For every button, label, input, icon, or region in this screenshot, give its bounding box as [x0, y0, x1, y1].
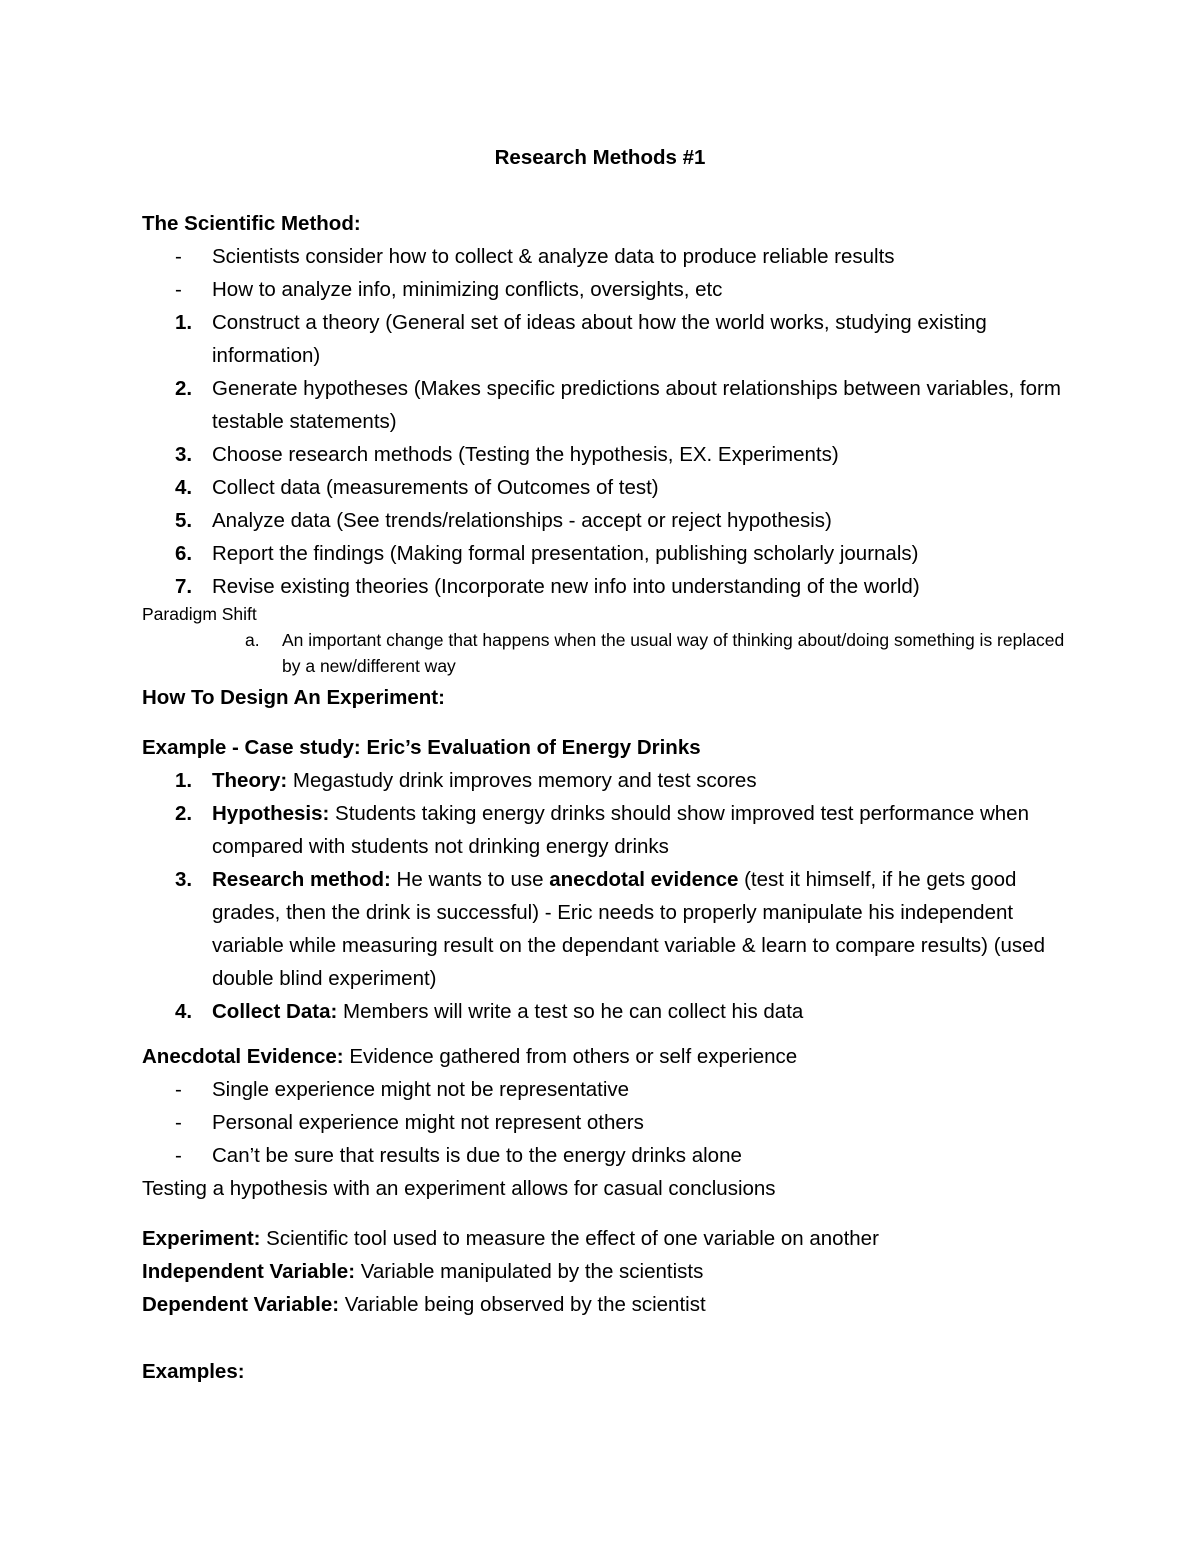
- example-heading: Example - Case study: Eric’s Evaluation of Energy Drinks: [142, 736, 701, 759]
- list-item: [142, 1073, 1082, 1106]
- list-item: [142, 797, 1082, 863]
- definition-text: Variable manipulated by the scientists: [355, 1260, 704, 1283]
- step-number: 6.: [175, 542, 193, 565]
- bullet-text: Single experience might not be representative: [212, 1078, 630, 1101]
- list-item: [142, 537, 1082, 570]
- list-item: [142, 471, 1082, 504]
- bullet-text: How to analyze info, minimizing conflicts, oversights, etc: [212, 278, 723, 301]
- list-item: [142, 372, 1082, 438]
- paradigm-section: [142, 601, 1082, 679]
- step-text: [212, 797, 1082, 863]
- step-body: Students taking energy drinks should show improved test performance when compared with students not drinking energy drinks: [212, 802, 1029, 858]
- step-number: 5.: [175, 509, 193, 532]
- scientific-method-section: [142, 207, 1082, 603]
- definition-text: Variable being observed by the scientist: [339, 1293, 706, 1316]
- definitions-section: [142, 1222, 1082, 1321]
- step-body: Members will write a test so he can collect his data: [337, 1000, 804, 1023]
- list-item: [142, 764, 1082, 797]
- design-heading: How To Design An Experiment:: [142, 686, 445, 709]
- step-body: Megastudy drink improves memory and test scores: [287, 769, 757, 792]
- list-item: [142, 438, 1082, 471]
- list-item: [142, 273, 1082, 306]
- step-number: 4.: [175, 476, 193, 499]
- step-number: 2.: [175, 802, 193, 825]
- anecdotal-definition: [142, 1040, 1082, 1073]
- definition-label: Experiment:: [142, 1227, 261, 1250]
- bullet-dash: -: [175, 1078, 182, 1101]
- list-item: [142, 1139, 1082, 1172]
- bullet-dash: -: [175, 278, 182, 301]
- bullet-text: Personal experience might not represent others: [212, 1111, 644, 1134]
- step-number: 4.: [175, 1000, 193, 1023]
- definition-label: Dependent Variable:: [142, 1293, 340, 1316]
- step-label: Research method:: [212, 868, 391, 891]
- step-text: Collect data (measurements of Outcomes of test): [212, 476, 659, 499]
- anecdotal-label: Anecdotal Evidence:: [142, 1045, 344, 1068]
- item-text: An important change that happens when the usual way of thinking about/doing something is replaced by a new/different way: [282, 630, 1065, 676]
- paradigm-heading: Paradigm Shift: [142, 604, 257, 624]
- step-text: [212, 863, 1082, 995]
- list-item: [142, 863, 1082, 995]
- bullet-text: Scientists consider how to collect & analyze data to produce reliable results: [212, 245, 895, 268]
- examples-heading: Examples:: [142, 1360, 245, 1383]
- bullet-text: Can’t be sure that results is due to the energy drinks alone: [212, 1144, 742, 1167]
- step-text: Construct a theory (General set of ideas about how the world works, studying existing information): [212, 311, 987, 367]
- step-emphasis: anecdotal evidence: [549, 868, 739, 891]
- step-text: Report the findings (Making formal presentation, publishing scholarly journals): [212, 542, 919, 565]
- list-item: [142, 570, 1082, 603]
- step-number: 3.: [175, 443, 193, 466]
- step-number: 3.: [175, 868, 193, 891]
- step-number: 7.: [175, 575, 193, 598]
- step-text: [212, 995, 1082, 1028]
- step-label: Theory:: [212, 769, 288, 792]
- spacer: [142, 714, 1082, 731]
- step-number: 2.: [175, 377, 193, 400]
- definition-text: Scientific tool used to measure the effect of one variable on another: [260, 1227, 879, 1250]
- bullet-dash: -: [175, 1111, 182, 1134]
- anecdotal-text: Evidence gathered from others or self experience: [343, 1045, 798, 1068]
- definition-label: Independent Variable:: [142, 1260, 356, 1283]
- anecdotal-closing: Testing a hypothesis with an experiment allows for casual conclusions: [142, 1177, 776, 1200]
- step-number: 1.: [175, 769, 193, 792]
- definition-independent-variable: [142, 1255, 1082, 1288]
- list-item: [142, 240, 1082, 273]
- step-text: Generate hypotheses (Makes specific predictions about relationships between variables, form testable statements): [212, 377, 1061, 433]
- list-item: [142, 504, 1082, 537]
- step-label: Collect Data:: [212, 1000, 338, 1023]
- step-text: Revise existing theories (Incorporate new info into understanding of the world): [212, 575, 920, 598]
- bullet-dash: -: [175, 245, 182, 268]
- step-number: 1.: [175, 311, 193, 334]
- step-body: (test it himself, if he gets good grades, then the drink is successful) - Eric needs to properly manipulate his independent variable while measuring result on the dependant variable & learn to compare results) (used double blind experiment): [212, 868, 1045, 990]
- step-text: Analyze data (See trends/relationships - accept or reject hypothesis): [212, 509, 832, 532]
- list-item: [142, 306, 1082, 372]
- page-title: Research Methods #1: [494, 146, 706, 169]
- step-label: Hypothesis:: [212, 802, 330, 825]
- bullet-dash: -: [175, 1144, 182, 1167]
- scientific-method-heading: The Scientific Method:: [142, 212, 361, 235]
- list-item: [142, 1106, 1082, 1139]
- anecdotal-section: [142, 1040, 1082, 1205]
- list-item: [142, 627, 1082, 679]
- step-text: Choose research methods (Testing the hypothesis, EX. Experiments): [212, 443, 839, 466]
- step-text: [212, 764, 1082, 797]
- definition-experiment: [142, 1222, 1082, 1255]
- definition-dependent-variable: [142, 1288, 1082, 1321]
- design-section: [142, 681, 1082, 1028]
- list-item: [142, 995, 1082, 1028]
- item-marker: a.: [245, 630, 260, 650]
- step-body-pre: He wants to use: [390, 868, 550, 891]
